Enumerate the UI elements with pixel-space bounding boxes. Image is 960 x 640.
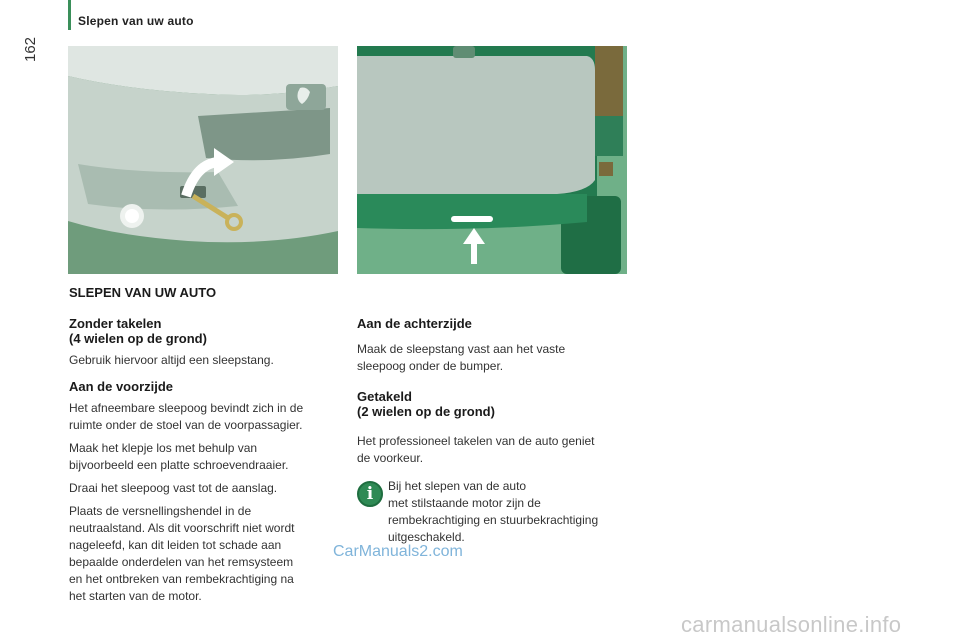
text-line: Het afneembare sleepoog bevindt zich in de <box>69 401 304 415</box>
text-line: uitgeschakeld. <box>388 530 465 544</box>
paragraph-tow-eye-location <box>69 400 349 434</box>
text-line: Maak de sleepstang vast aan het vaste <box>357 342 566 356</box>
paragraph-rear-eye <box>357 341 637 375</box>
heading-front: Aan de voorzijde <box>69 379 174 394</box>
watermark-carmanualsonline: carmanualsonline.info <box>681 612 902 637</box>
text-line: bepaalde onderdelen van het remsysteem <box>69 555 294 569</box>
page-number: 162 <box>22 36 39 62</box>
heading-line: Getakeld <box>357 389 412 404</box>
paragraph-tow-bar: Gebruik hiervoor altijd een sleepstang. <box>69 353 274 367</box>
text-line: sleepoog onder de bumper. <box>357 359 504 373</box>
front-towing-illustration <box>68 46 338 274</box>
paragraph-screw-eye: Draai het sleepoog vast tot de aanslag. <box>69 481 278 495</box>
heading-rear: Aan de achterzijde <box>357 316 472 331</box>
paragraph-cover <box>69 440 349 474</box>
watermark-carmanuals2: CarManuals2.com <box>333 543 463 560</box>
info-text <box>388 478 646 546</box>
main-heading: SLEPEN VAN UW AUTO <box>69 285 217 300</box>
heading-line: Zonder takelen <box>69 316 162 331</box>
text-line: Bij het slepen van de auto <box>388 479 527 493</box>
text-line: neutraalstand. Als dit voorschrift niet wordt <box>69 521 295 535</box>
text-line: bijvoorbeeld een platte schroevendraaier. <box>69 458 289 472</box>
text-line: Maak het klepje los met behulp van <box>69 441 258 455</box>
text-line: rembekrachtiging en stuurbekrachtiging <box>388 513 599 527</box>
right-column <box>357 316 637 467</box>
paragraph-neutral <box>69 503 349 605</box>
heading-line: (4 wielen op de grond) <box>69 331 207 346</box>
text-line: nageleefd, kan dit leiden tot schade aan <box>69 538 282 552</box>
left-column <box>69 316 349 605</box>
text-line: de voorkeur. <box>357 451 424 465</box>
text-line: ruimte onder de stoel van de voorpassagier. <box>69 418 303 432</box>
text-line: Plaats de versnellingshendel in de <box>69 504 252 518</box>
rear-towing-illustration <box>357 46 627 274</box>
paragraph-professional <box>357 433 637 467</box>
heading-without-tow <box>69 316 349 346</box>
text-line: Het professioneel takelen van de auto geniet <box>357 434 595 448</box>
heading-line: (2 wielen op de grond) <box>357 404 495 419</box>
text-line: met stilstaande motor zijn de <box>388 496 541 510</box>
heading-towed <box>357 389 637 419</box>
info-icon: i <box>357 481 383 507</box>
text-line: en het ontbreken van rembekrachtiging na <box>69 572 294 586</box>
section-title: Slepen van uw auto <box>78 14 194 28</box>
section-tab-bar <box>68 0 71 30</box>
text-line: het starten van de motor. <box>69 589 202 603</box>
